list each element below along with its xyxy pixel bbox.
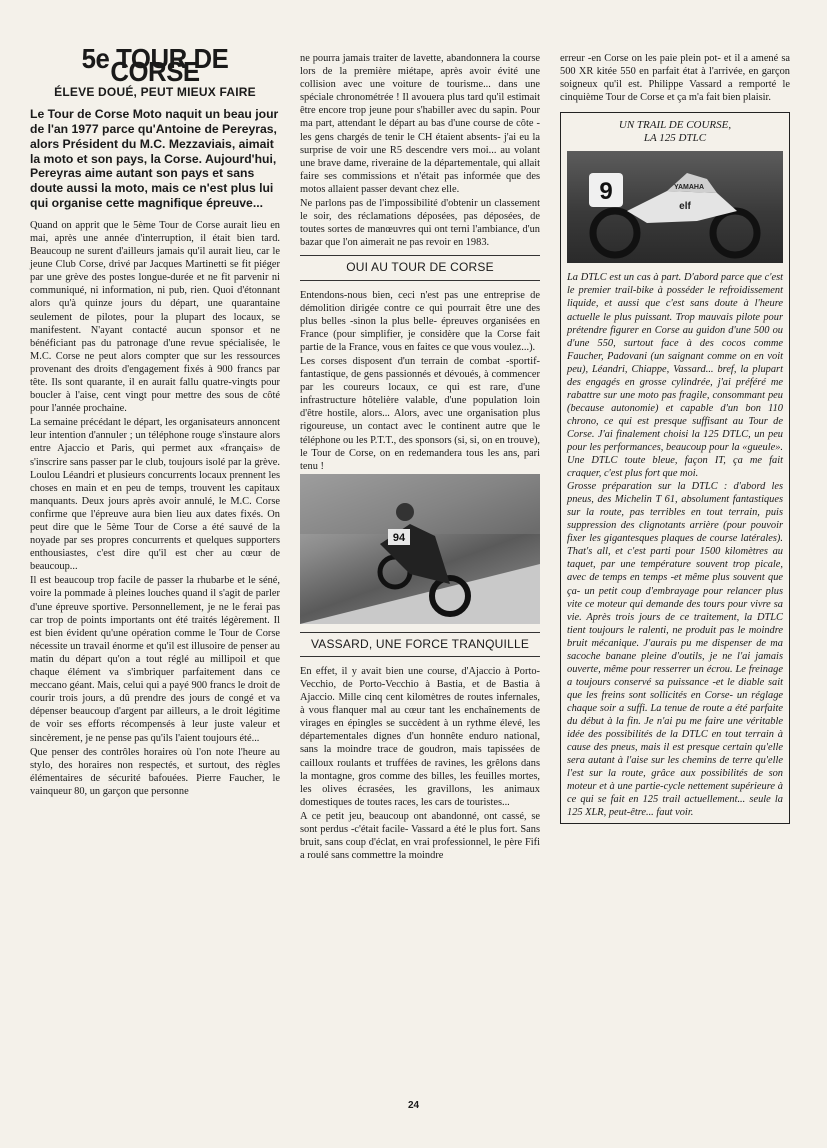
- paragraph: Que penser des contrôles horaires où l'on note l'heure au stylo, des horaires non respectés, et surtout, des règles élémentaires de sécurité bafouées. Pierre Faucher, le vainqueur 80, un garçon que personne: [30, 746, 280, 797]
- article-lede: Le Tour de Corse Moto naquit un beau jour de l'an 1977 parce qu'Antoine de Pereyras, alors Président du M.C. Mezzaviais, aimait la moto et son pays, la Corse. Aujourd'hui, Pereyras aime autant son pays et sans doute aussi la moto, mais ce n'est plus lui qui organise cette magnifique épreuve...: [30, 107, 279, 211]
- bike-photo: [567, 151, 783, 263]
- paragraph: Entendons-nous bien, ceci n'est pas une entreprise de démolition dirigée contre ce qui pourrait être une des plus belles -sinon la plus belle- épreuves organisées en France (pour simplifier, je considère que la Corse fait partie de la France, vous en faites ce que vous voulez...).: [300, 289, 540, 353]
- race-photo: [300, 474, 540, 624]
- sidebar-title-line1: UN TRAIL DE COURSE,: [618, 119, 732, 132]
- bike-sponsor-label: elf: [679, 201, 691, 213]
- page-number: 24: [407, 1100, 420, 1111]
- race-photo-illustration: [300, 474, 540, 624]
- section-heading-vassard: VASSARD, UNE FORCE TRANQUILLE: [300, 632, 540, 657]
- paragraph: Quand on apprit que le 5ème Tour de Corse aurait lieu en mai, après une année d'interruption, il était bien tard. Beaucoup ne surent d'ailleurs jamais qu'il aurait lieu, car le jeune Club Corse, drivé par Jacques Martinetti se fit piéger par une grève des postes longue-durée et ne fit parvenir ni communiqué, ni information, ni pub, rien. Quoi d'étonnant alors qu'à quinze jours du départ, une quarantaine seulement de pilotes, pour la plupart des locaux, se manifestent. N'ayant contacté aucun sponsor et ne bénéficiant pas du patronage d'une revue spécialisée, le M.C. Corse ne peut alors compter que sur les ressources provenant des droits d'engagement fixés à 900 francs par tête. Ils sont quarante, il en aurait fallu quatre-vingts pour boucler à l'aise, cent vingt pour mettre des sous de côté pour l'année prochaine.: [30, 219, 280, 415]
- sidebar-text: [567, 271, 783, 819]
- article-title: 5e TOUR DE CORSE: [81, 43, 229, 88]
- paragraph: Ne parlons pas de l'impossibilité d'obtenir un classement le soir, des réclamations déposées, pas déposées, de toutes sortes de manœuvres qui ont terni l'ambiance, d'un bazar que l'on aimerait ne pas revoir en 1983.: [300, 198, 540, 249]
- paragraph: A ce petit jeu, beaucoup ont abandonné, ont cassé, se sont perdus -c'était facile- Vassard a été le plus fort. Sans bruit, sans coup d'éclat, en vrai professionnel, le père Fifi a roulé sans commettre la moindre: [300, 810, 540, 862]
- sidebar-title: [567, 119, 783, 145]
- paragraph: Il est beaucoup trop facile de passer la rhubarbe et le séné, voire la pommade à pleines louches quand il s'agit de parler d'une épreuve sportive. Personnellement, je ne le ferai pas car trop de points importants ont été traités légèrement. Il est bien évident qu'une opération comme le Tour de Corse nécessite un travail énorme et qu'il est illusoire de penser au matin du départ qu'on a tout réglé au millipoil et que chaque élément va s'imbriquer parfaitement dans ce meccano géant. Mais, celui qui a payé 900 francs le droit de courir trois jours, a dû prendre des jours de congé et va dépenser beaucoup d'argent par ailleurs, a le droit légitime de voir ses efforts récompensés à leur juste valeur et sincèrement, je ne pense pas qu'ils l'aient toujours été...: [30, 575, 280, 744]
- sidebar-paragraph: Grosse préparation sur la DTLC : d'abord les pneus, des Michelin T 61, absolument fantastiques sur la route, pas terribles en tout terrain, puis suppression des clignotants arrière (pour pouvoir fixer les gigantesques plaques de course latérales). That's all, et c'est parti pour 1500 kilomètres au taquet, par une température souvent trop picale, avec de temps en temps -et même plus souvent que ça- un petit coup d'embrayage pour relancer plus vite ce moteur qui demande des tours pour vivre sa vie. Après trois jours de ce traitement, la DTLC tient toujours le ralenti, ne produit pas le moindre bruit mécanique. J'aurais pu me dispenser de ma sacoche banane pleine d'outils, je ne l'ai jamais ouverte, même pour resserrer un écrou. Le freinage a toujours conservé sa puissance -et le diable sait que les freins sont sollicités en Corse- un réglage chaque soir a suffi. La tenue de route a été parfaite du début à la fin. Je n'ai pu me faire une véritable idée des possibilités de la DTLC en tout terrain à cause des pneus, mais il est presque certain qu'elle sera autant à l'aise sur les chemins de terre qu'elle l'est sur la route, grâce aux possibilités de son moteur et à une partie-cycle nettement supérieure à ce qui se fait en 125 trail actuellement... seule la 125 XLR, peut-être... faut voir.: [567, 481, 783, 819]
- column-3: [560, 52, 790, 824]
- paragraph: Les corses disposent d'un terrain de combat -sportif- fantastique, de gens passionnés et dévoués, à commencer par les coureurs locaux, ce qui est rare, d'une infrastructure hôtelière valable, d'une population loin d'être hostile, alors... Alors, avec une organisation plus rigoureuse, un contact avec le continent autre que le téléphone ou les P.T.T., des sponsors (si, si, on en trouve), le Tour de Corse, on en redemandera tous les ans, pari tenu !: [300, 355, 541, 472]
- bike-brand-label: YAMAHA: [673, 184, 705, 192]
- bike-number-label: 9: [599, 178, 613, 206]
- sidebar-box: [560, 112, 790, 824]
- sidebar-title-line2: LA 125 DTLC: [643, 132, 707, 145]
- section-heading-oui: OUI AU TOUR DE CORSE: [300, 255, 540, 280]
- column-2: [300, 52, 540, 863]
- sidebar-paragraph: La DTLC est un cas à part. D'abord parce que c'est le premier trail-bike à posséder le refroidissement liquide, et aussi que c'est sans doute à l'heure actuelle le plus puissant. Trop mauvais pilote pour prétendre figurer en Corse au guidon d'une 500 ou d'une 550, surtout face à des cocos comme Faucher, Padovani (un saignant comme on en voit peu), Léandri, Chiappe, Vassard... bref, la plupart des engagés en grosse cylindrée, j'ai préféré me rabattre sur une moto pas fragile, consommant peu (because autonomie) et capable d'un bon 110 chrono, ce qui est presque suffisant au Tour de Corse. J'ai finalement choisi la 125 DTLC, un peu pour les performances, beaucoup pour la «gueule». Une DTLC toute bleue, façon IT, ça me fait craquer, c'est plus fort que moi.: [567, 272, 783, 480]
- paragraph: ne pourra jamais traiter de lavette, abandonnera la course lors de la première miétape, après avoir évité une collision avec une voiture de tourisme... dans une spéciale chronométrée ! Il avouera plus tard qu'il estimait être encore trop jeune pour s'habiller avec du sapin. Pour ma part, attendant le départ au bas d'une course de côte -les gens chargés de tenir le CH étaient absents- j'ai eu la surprise de voir une R5 descendre vers moi... au volant une brave dame, riveraine de la départementale, qui allait faire ses commissions et n'était pas informée que des motos allaient passer devant chez elle.: [300, 53, 540, 195]
- paragraph: En effet, il y avait bien une course, d'Ajaccio à Porto-Vecchio, de Porto-Vecchio à Bastia, et de Bastia à Ajaccio. Mille cinq cent kilomètres de routes infernales, à vous flanquer mal au cœur tant les enchaînements de virages en épingles se succèdent à un rythme élevé, les départementales dignes d'un honnête enduro national, sans la moindre trace de goudron, mais tapissées de cailloux roulants et truffées de ravines, les grêlons dans la montagne, gros comme des billes, les feuilles mortes, les olives écrasées, les gravillons, les animaux domestiques de toutes races, les cars de touristes...: [300, 665, 540, 808]
- bike-photo-illustration: [567, 151, 783, 263]
- race-number-label: 94: [392, 531, 406, 544]
- column-1: [30, 43, 280, 799]
- paragraph: La semaine précédant le départ, les organisateurs annoncent leur intention d'annuler ; un téléphone rouge s'instaure alors entre Ajaccio et Paris, qui permet aux «français» de s'inscrire sans passer par le club, toujours isolé par la grève. Loulou Léandri et plusieurs concurrents locaux prennent les choses en main et en peu de temps, trouvent les capitaux manquants. Deux jours après avoir annulé, le M.C. Corse confirme que l'épreuve aura bien lieu aux dates fixés. On peut dire que le 5ème Tour de Corse a été sauvé de la noyade par ses propres concurrents et quelques supporters enthousiastes, c'est dire qu'il est cher au cœur de beaucoup...: [30, 417, 280, 573]
- article-subtitle: ÉLEVE DOUÉ, PEUT MIEUX FAIRE: [54, 85, 256, 100]
- paragraph: erreur -en Corse on les paie plein pot- et il a amené sa 500 XR kitée 550 en parfait état à l'arrivée, en garçon soigneux qu'il est. Philippe Vassard a remporté le cinquième Tour de Corse et ça m'a fait bien plaisir.: [560, 53, 790, 104]
